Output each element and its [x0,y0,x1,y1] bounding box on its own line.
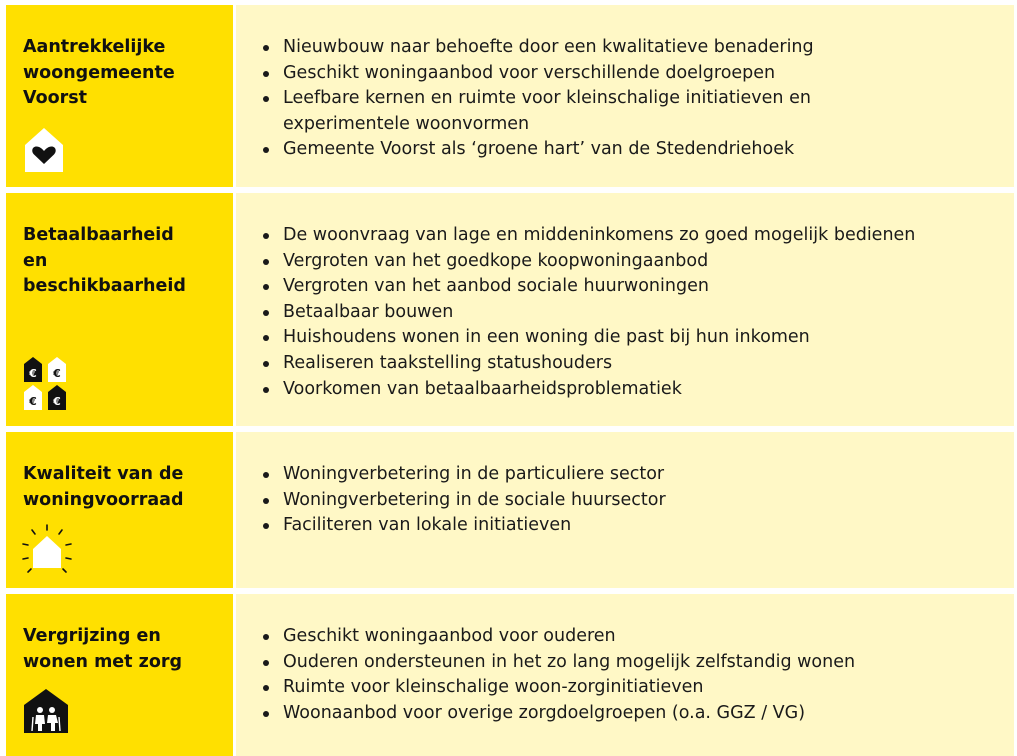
list-item: Ouderen ondersteunen in het zo lang mogelijk zelfstandig wonen [261,650,855,676]
list-item: Woonaanbod voor overige zorgdoelgroepen (o.a. GGZ / VG) [261,701,855,727]
list-item: Leefbare kernen en ruimte voor kleinschalige initiatieven en experimentele woonvormen [261,86,814,137]
list-item: Betaalbaar bouwen [261,300,915,326]
euro-house-icon [24,357,42,382]
section-label-panel [6,5,233,187]
euro-house-icon [48,385,66,410]
section-title: Kwaliteit van de woningvoorraad [23,464,184,510]
section-title: Vergrijzing en wonen met zorg [23,626,182,672]
euro-glyph: € [29,395,37,408]
list-item: Huishoudens wonen in een woning die past bij hun inkomen [261,325,915,351]
euro-glyph: € [53,367,61,380]
list-item: Gemeente Voorst als ‘groene hart’ van de Stedendriehoek [261,137,814,163]
list-item: Voorkomen van betaalbaarheidsproblematiek [261,377,915,403]
list-item: Vergroten van het goedkope koopwoningaanbod [261,249,915,275]
list-item: Geschikt woningaanbod voor ouderen [261,624,855,650]
section-label-panel [6,432,233,588]
section-title: Betaalbaarheid en beschikbaarheid [23,225,186,296]
euro-house-icon [48,357,66,382]
section-vergrijzing-zorg [6,594,1014,756]
euro-house-icon [24,385,42,410]
elderly-house-icon [23,688,69,734]
bullet-list [261,462,666,539]
list-item: Vergroten van het aanbod sociale huurwoningen [261,274,915,300]
shining-house-icon [21,524,73,576]
bullet-list [261,624,855,726]
section-label-panel [6,193,233,426]
list-item: Nieuwbouw naar behoefte door een kwalitatieve benadering [261,35,814,61]
euro-glyph: € [29,367,37,380]
house-heart-icon [23,125,65,173]
list-item: Faciliteren van lokale initiatieven [261,513,666,539]
list-item: Ruimte voor kleinschalige woon-zorginitiatieven [261,675,855,701]
section-content-panel [236,432,1014,588]
section-content-panel [236,193,1014,426]
section-content-panel [236,594,1014,756]
section-kwaliteit-woningvoorraad [6,432,1014,588]
section-aantrekkelijke-woongemeente [6,5,1014,187]
section-betaalbaarheid [6,193,1014,426]
section-label-panel [6,594,233,756]
section-title: Aantrekkelijke woongemeente Voorst [23,37,175,108]
bullet-list [261,35,814,163]
list-item: De woonvraag van lage en middeninkomens zo goed mogelijk bedienen [261,223,915,249]
bullet-list [261,223,915,402]
list-item: Geschikt woningaanbod voor verschillende doelgroepen [261,61,814,87]
euro-glyph: € [53,395,61,408]
list-item: Realiseren taakstelling statushouders [261,351,915,377]
section-content-panel [236,5,1014,187]
list-item: Woningverbetering in de particuliere sector [261,462,666,488]
euro-houses-icon [23,356,71,412]
list-item: Woningverbetering in de sociale huursector [261,488,666,514]
